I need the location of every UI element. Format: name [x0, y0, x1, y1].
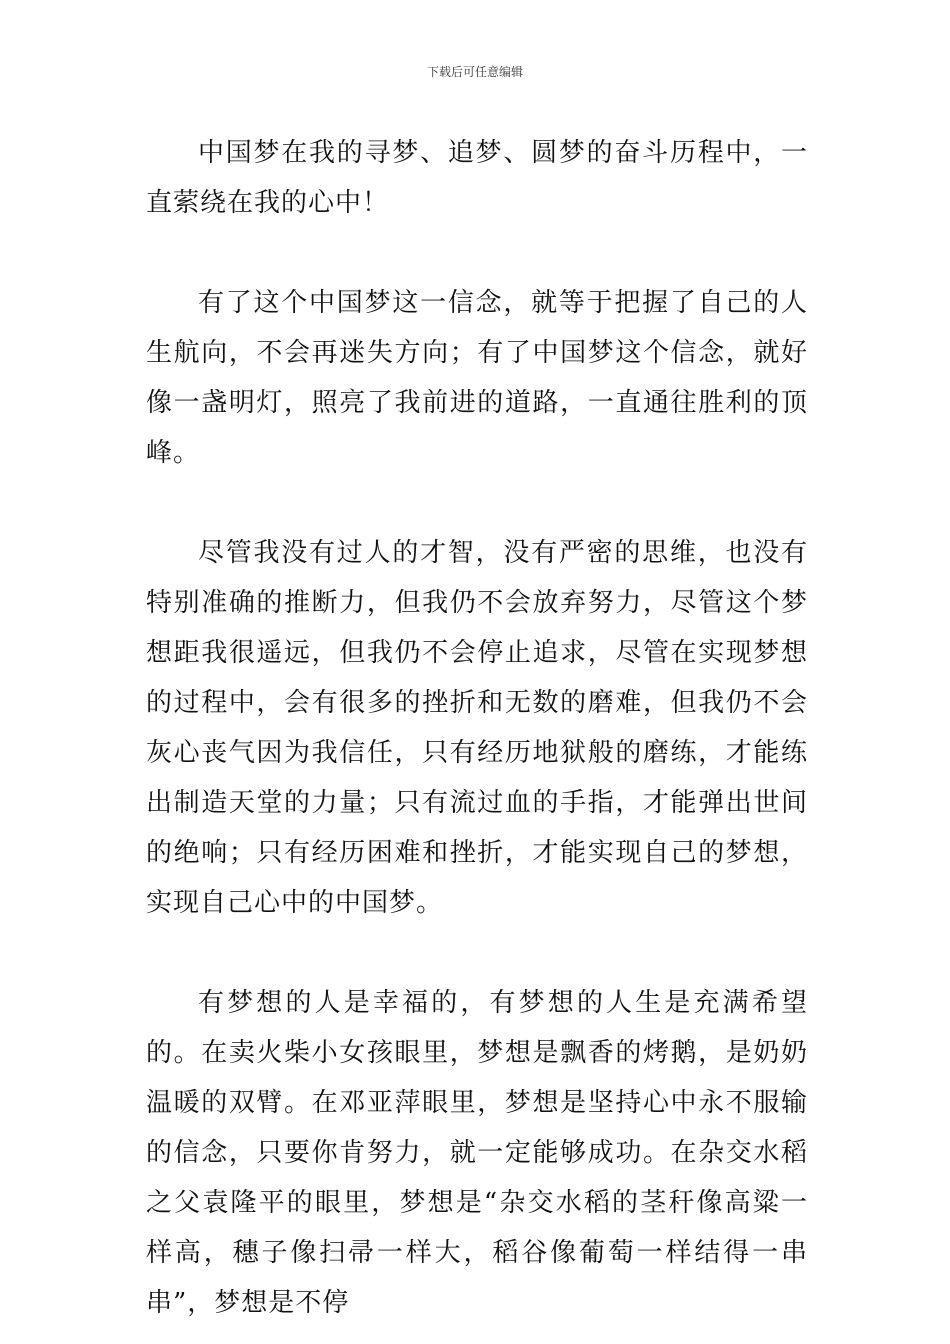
document-body	[146, 128, 808, 1328]
paragraph-3: 尽管我没有过人的才智，没有严密的思维，也没有特别准确的推断力，但我仍不会放弃努力，尽管这个梦想距我很遥远，但我仍不会停止追求，尽管在实现梦想的过程中，会有很多的挫折和无数的磨难，但我仍不会灰心丧气因为我信任，只有经历地狱般的磨练，才能练出制造天堂的力量；只有流过血的手指，才能弹出世间的绝响；只有经历困难和挫折，才能实现自己的梦想，实现自己心中的中国梦。	[146, 538, 808, 918]
paragraph-4: 有梦想的人是幸福的，有梦想的人生是充满希望的。在卖火柴小女孩眼里，梦想是飘香的烤鹅，是奶奶温暖的双臂。在邓亚萍眼里，梦想是坚持心中永不服输的信念，只要你肯努力，就一定能够成功。在杂交水稻之父袁隆平的眼里，梦想是“杂交水稻的茎秆像高粱一样高，穗子像扫帚一样大，稻谷像葡萄一样结得一串串”，梦想是不停	[146, 988, 808, 1318]
page-header: 下载后可任意编辑	[426, 65, 523, 79]
paragraph-2: 有了这个中国梦这一信念，就等于把握了自己的人生航向，不会再迷失方向；有了中国梦这个信念，就好像一盏明灯，照亮了我前进的道路，一直通往胜利的顶峰。	[146, 288, 808, 468]
paragraph-1: 中国梦在我的寻梦、追梦、圆梦的奋斗历程中，一直萦绕在我的心中！	[146, 138, 808, 218]
